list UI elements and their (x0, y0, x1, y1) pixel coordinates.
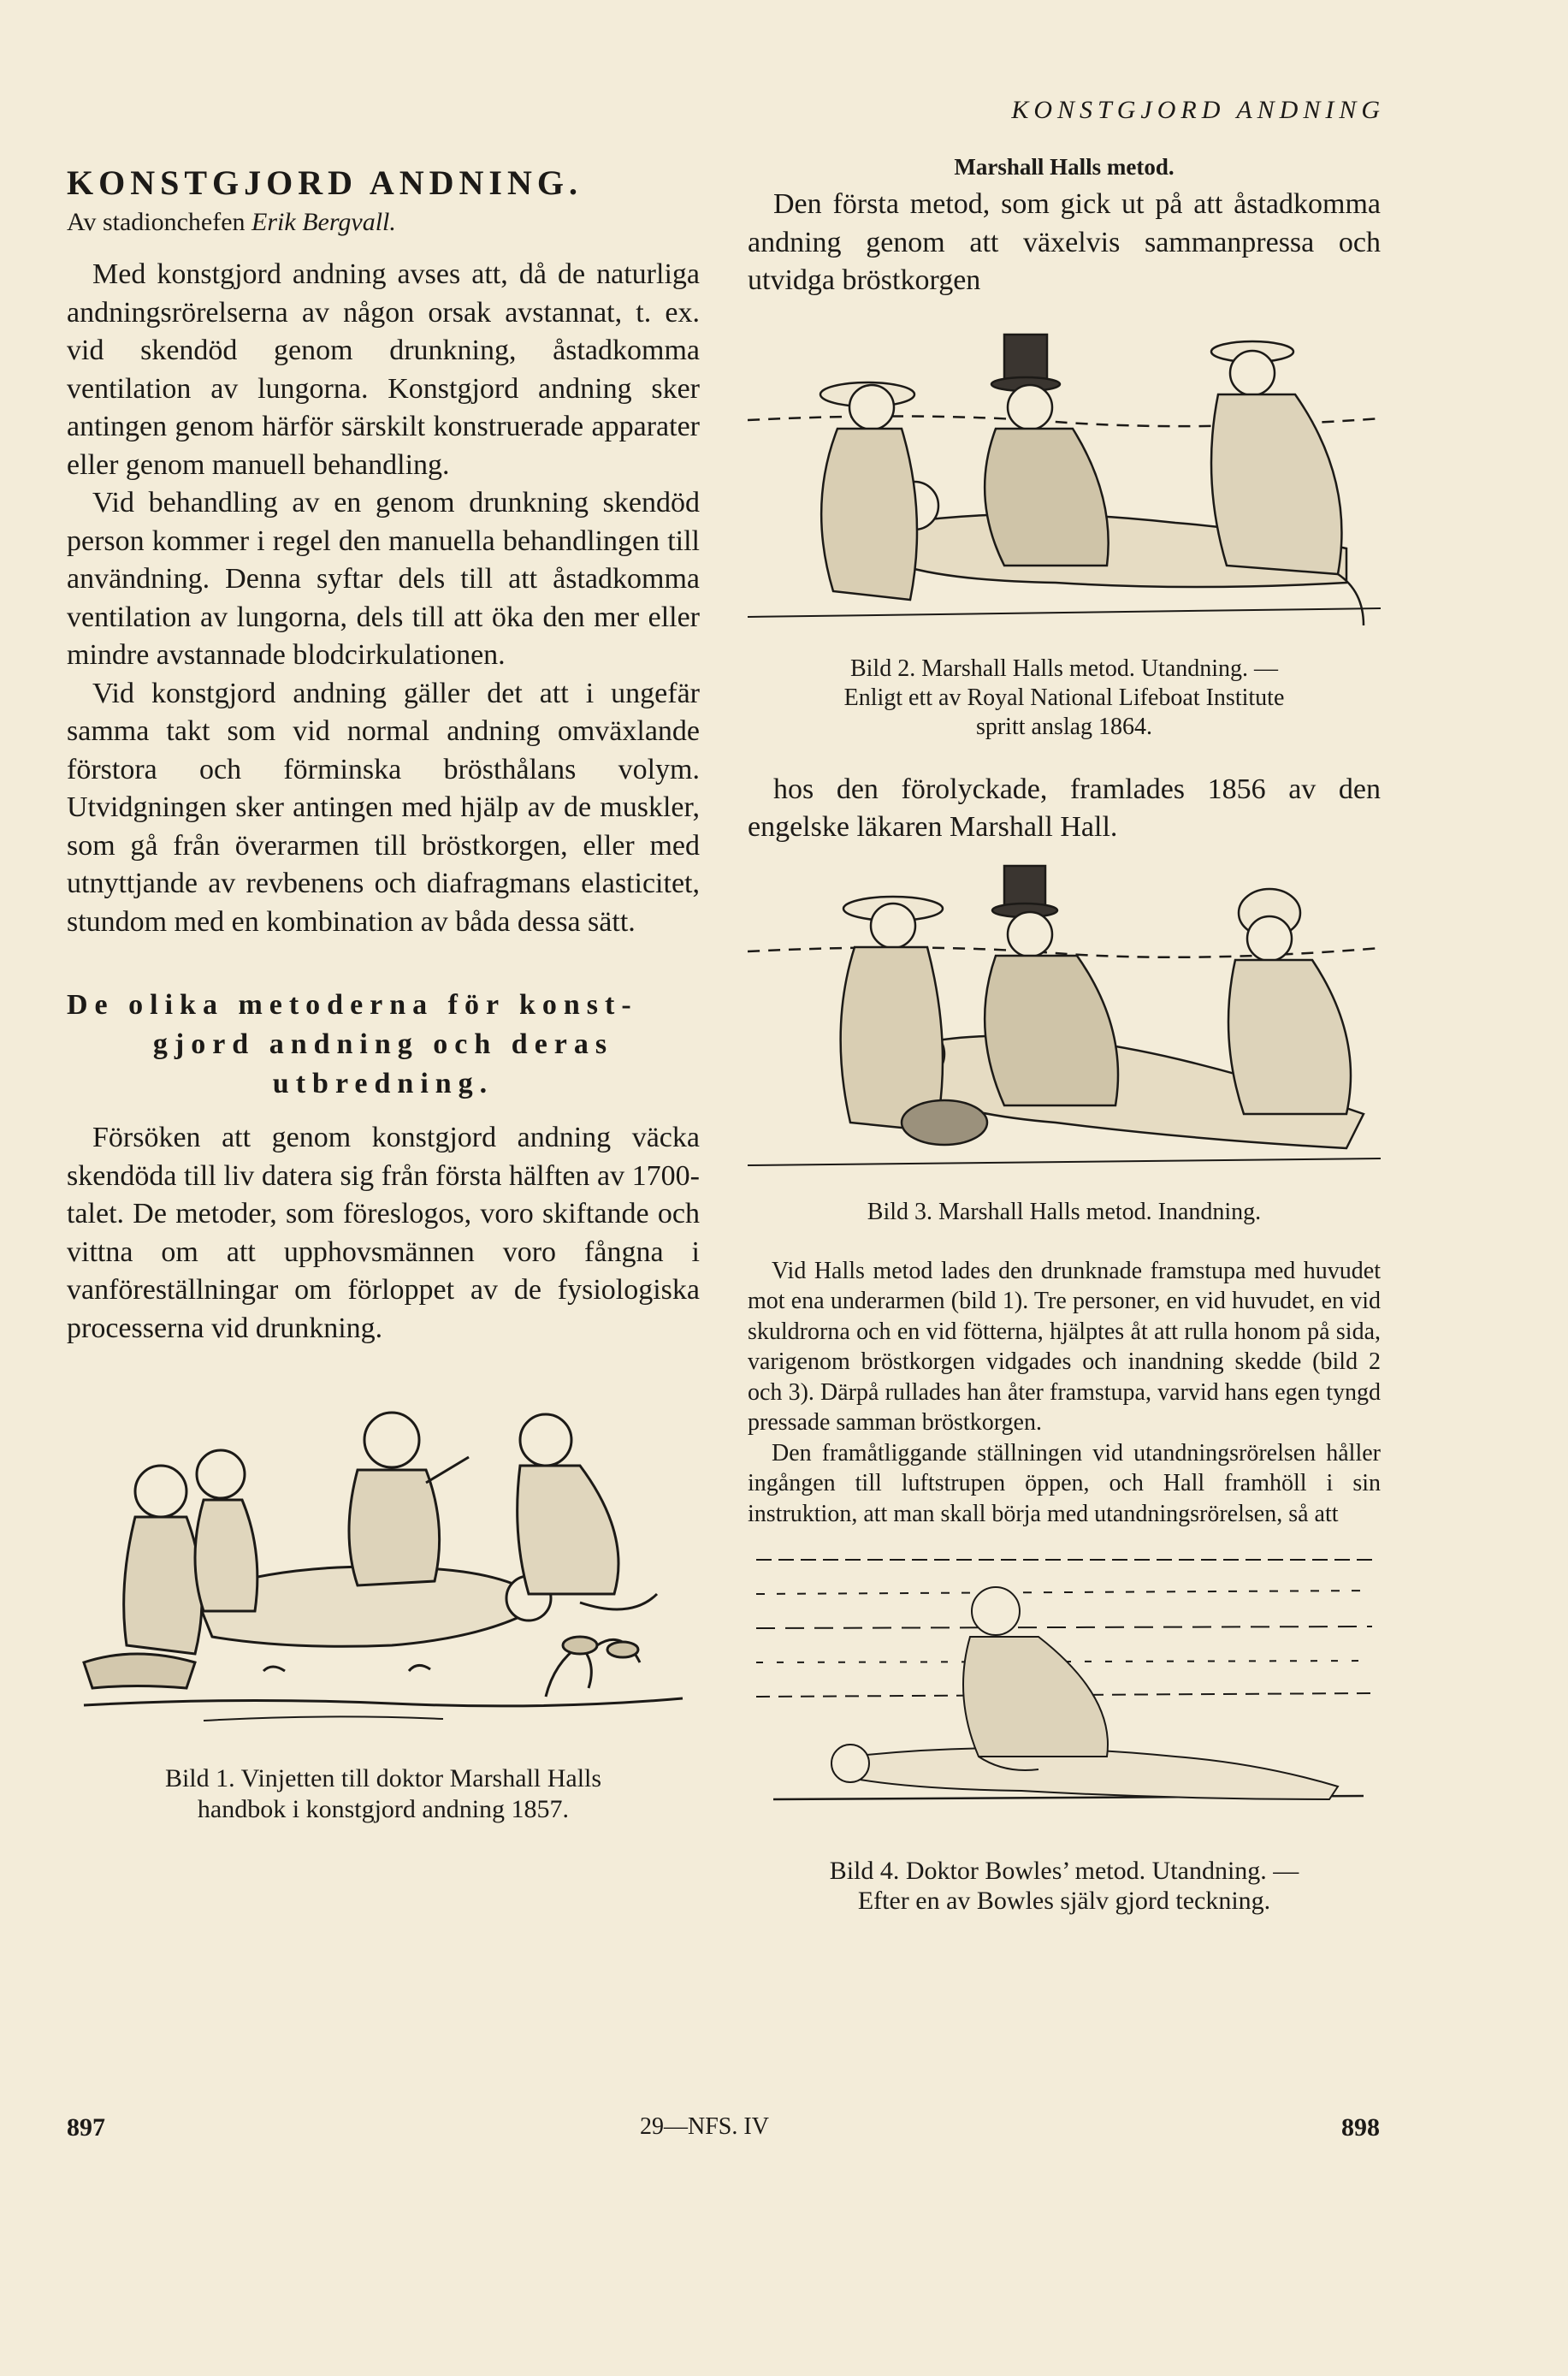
caption-line: Efter en av Bowles själv gjord teckning. (857, 1887, 1271, 1915)
printer-signature: 29—NFS. IV (640, 2113, 769, 2140)
paragraph: Vid konstgjord andning gäller det att i ungefär samma takt som vid normal andning omväxlande förstora och förminska brösthålans volym. Utvidgningen sker antingen med hjälp av de muskler, som gå från överarmen till bröstkorgen, eller med utnyttjande av revbenens och diafragmans elasticitet, stundom med en kombination av båda dessa sätt. (67, 677, 700, 938)
paragraph: Den första metod, som gick ut på att åstadkomma andning genom att växelvis sammanpressa och utvidga bröstkorgen (748, 188, 1381, 296)
paragraph: Den framåtliggande ställningen vid utandningsrörelsen håller ingången till luftstrupen öppen, och Hall framhöll i sin instruktion, att man skall börja med utandningsrörelsen, så att (748, 1439, 1381, 1527)
figure-2-caption (748, 655, 1381, 742)
running-head: KONSTGJORD ANDNING (1011, 96, 1385, 124)
figure-3 (748, 857, 1381, 1191)
figure-2 (748, 309, 1381, 651)
small-text-block (748, 1256, 1381, 1530)
caption-line: Bild 4. Doktor Bowles’ metod. Utandning. — (829, 1857, 1299, 1885)
caption-line: Bild 1. Vinjetten till doktor Marshall Halls (164, 1764, 602, 1792)
figure-3-illustration (748, 857, 1381, 1191)
byline (67, 208, 700, 237)
figure-1-illustration (67, 1389, 700, 1748)
figure-3-caption: Bild 3. Marshall Halls metod. Inandning. (867, 1198, 1262, 1225)
section-heading (67, 986, 700, 1104)
caption-line: spritt anslag 1864. (975, 713, 1153, 740)
section-heading-line: gjord andning och deras (152, 1028, 614, 1060)
caption-line: Bild 2. Marshall Halls metod. Utandning. — (849, 655, 1279, 682)
caption-line: Enligt ett av Royal National Lifeboat Institute (843, 684, 1285, 711)
article-title: KONSTGJORD ANDNING. (67, 163, 583, 202)
paragraph: hos den förolyckade, framlades 1856 av den engelske läkaren Marshall Hall. (748, 773, 1381, 843)
right-column (748, 154, 1381, 1916)
section-heading-line: De olika metoderna för konst- (67, 989, 638, 1021)
byline-prefix: Av stadionchefen (67, 208, 246, 236)
page-number-left: 897 (67, 2113, 105, 2142)
caption-line: handbok i konstgjord andning 1857. (197, 1795, 570, 1823)
author-name: Erik Bergvall. (251, 208, 396, 236)
subheading: Marshall Halls metod. (954, 154, 1175, 180)
figure-4 (748, 1543, 1381, 1851)
left-column (67, 154, 700, 1825)
paragraph: Vid Halls metod lades den drunknade framstupa med huvudet mot ena underarmen (bild 1). Tre personer, en vid huvudet, en vid skuldrorna och en vid fötterna, hjälptes åt att rulla honom på sida, varigenom bröstkorgen vidgades och inandning skedde (bild 2 och 3). Därpå rullades han åter framstupa, varvid hans egen tyngd pressade samman bröstkorgen. (748, 1257, 1381, 1436)
paragraph: Vid behandling av en genom drunkning skendöd person kommer i regel den manuella behandlingen till användning. Denna syftar dels till att åstadkomma ventilation av lungorna, dels till att öka den mer eller mindre avstannade blodcirkulationen. (67, 487, 700, 671)
figure-2-illustration (748, 309, 1381, 651)
figure-4-illustration (748, 1543, 1381, 1851)
figure-4-caption (748, 1856, 1381, 1916)
paragraph: Med konstgjord andning avses att, då de naturliga andningsrörelserna av någon orsak avstannat, t. ex. vid skendöd genom drunkning, åstadkomma ventilation av lungorna. Konstgjord andning sker antingen genom härför särskilt konstruerade apparater eller genom manuell behandling. (67, 258, 700, 481)
paragraph: Försöken att genom konstgjord andning väcka skendöda till liv datera sig från första hälften av 1700-talet. De metoder, som föreslogos, voro skiftande och vittna om att upphovsmännen voro fångna i vanföreställningar om förloppet av de fysiologiska processerna vid drunkning. (67, 1122, 700, 1344)
page-number-right: 898 (1341, 2113, 1380, 2142)
figure-1-caption (67, 1763, 700, 1825)
section-heading-line: utbredning. (272, 1068, 494, 1099)
figure-1-vignette (67, 1389, 700, 1748)
